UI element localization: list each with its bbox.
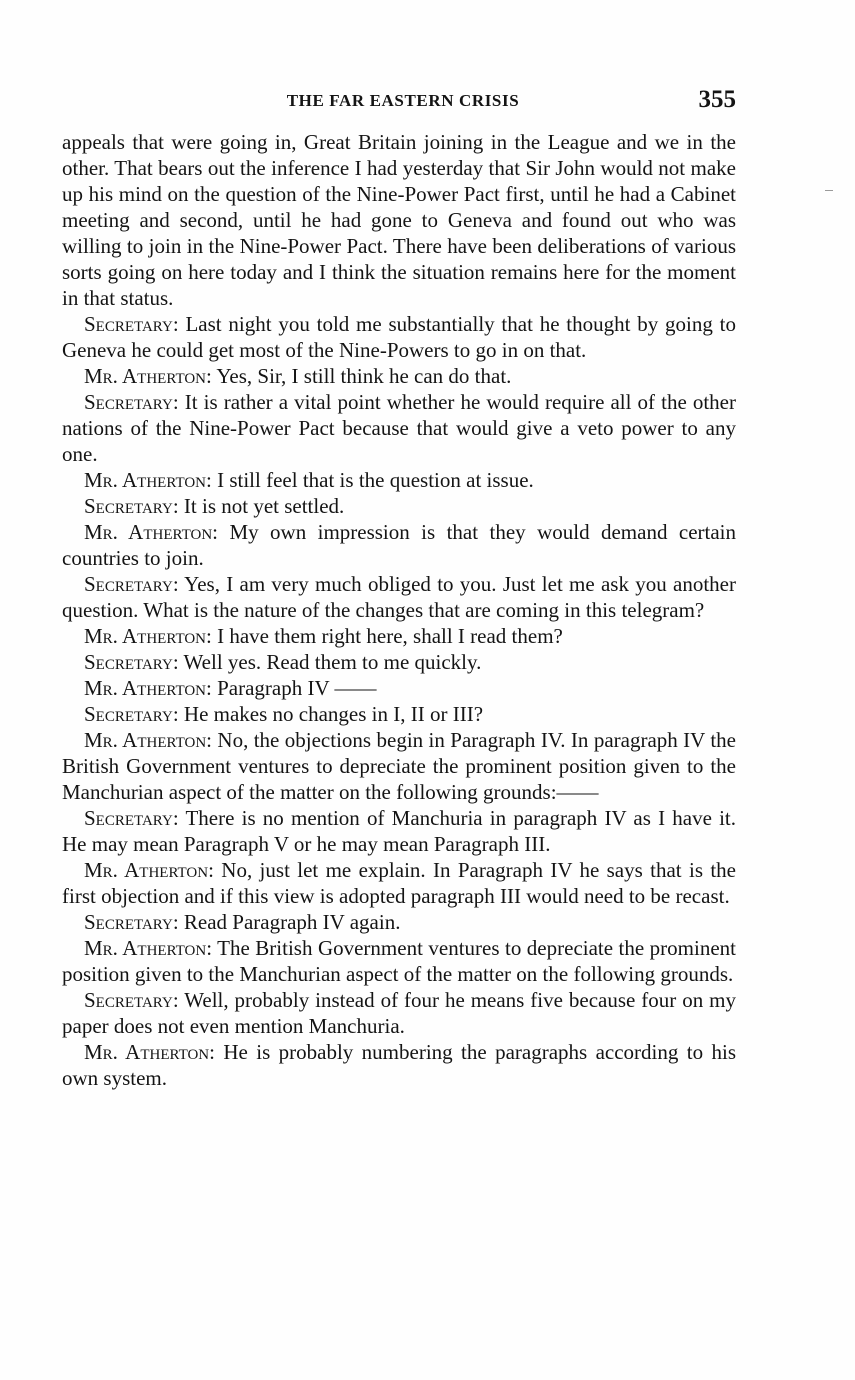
speaker-label: Mr. Atherton:: [84, 624, 212, 648]
dialogue-text: Paragraph IV ——: [217, 676, 377, 700]
speaker-label: Mr. Atherton:: [84, 936, 213, 960]
speaker-label: Secretary:: [84, 312, 179, 336]
dialogue-paragraph: [62, 909, 736, 935]
dialogue-paragraph: [62, 1039, 736, 1091]
dialogue-paragraph: [62, 493, 736, 519]
dialogue-paragraph: [62, 805, 736, 857]
dialogue-paragraph: [62, 389, 736, 467]
dialogue-text: I have them right here, shall I read them?: [217, 624, 563, 648]
dialogue-text: My own impression is that they would demand certain countries to join.: [62, 520, 737, 570]
speaker-label: Secretary:: [84, 494, 179, 518]
speaker-label: Mr. Atherton:: [84, 364, 212, 388]
dialogue-paragraph: [62, 987, 736, 1039]
dialogue-paragraph: [62, 675, 736, 701]
dialogue-paragraph: [62, 935, 736, 987]
dialogue-text: Yes, Sir, I still think he can do that.: [216, 364, 512, 388]
dialogue-text: Well yes. Read them to me quickly.: [183, 650, 482, 674]
dialogue-text: I still feel that is the question at issue.: [217, 468, 534, 492]
stray-mark: [825, 190, 833, 191]
speaker-label: Secretary:: [84, 702, 179, 726]
dialogue-text: No, just let me explain. In Paragraph IV he says that is the first objection and if this view is adopted paragraph III would need to be recast.: [62, 858, 736, 908]
dialogue-paragraph: [62, 649, 736, 675]
speaker-label: Mr. Atherton:: [84, 728, 212, 752]
dialogue-paragraph: [62, 467, 736, 493]
dialogue-paragraph: [62, 363, 736, 389]
dialogue-text: No, the objections begin in Paragraph IV. In paragraph IV the British Government ventures to depreciate the prominent position given to the Manchurian aspect of the matter on the following grounds:——: [62, 728, 737, 804]
speaker-label: Mr. Atherton:: [84, 520, 219, 544]
paragraph-continuation: [62, 129, 736, 311]
dialogue-text: There is no mention of Manchuria in paragraph IV as I have it. He may mean Paragraph V or he may mean Paragraph III.: [62, 806, 737, 856]
dialogue-paragraph: [62, 727, 736, 805]
body-text: [62, 129, 736, 1091]
speaker-label: Mr. Atherton:: [84, 1040, 215, 1064]
dialogue-text: The British Government ventures to depreciate the prominent position given to the Manchurian aspect of the matter on the following grounds.: [62, 936, 736, 986]
speaker-label: Mr. Atherton:: [84, 676, 212, 700]
speaker-label: Secretary:: [84, 910, 179, 934]
dialogue-paragraph: [62, 571, 736, 623]
speaker-label: Secretary:: [84, 390, 179, 414]
dialogue-text: He is probably numbering the paragraphs according to his own system.: [62, 1040, 736, 1090]
dialogue-paragraph: [62, 311, 736, 363]
page-number: 355: [698, 86, 736, 113]
speaker-label: Secretary:: [84, 650, 179, 674]
running-header: [62, 86, 736, 116]
dialogue-text: Last night you told me substantially that he thought by going to Geneva he could get most of the Nine-Powers to go in on that.: [62, 312, 736, 362]
speaker-label: Secretary:: [84, 572, 179, 596]
dialogue-text: Yes, I am very much obliged to you. Just let me ask you another question. What is the nature of the changes that are coming in this telegram?: [62, 572, 736, 622]
speaker-label: Mr. Atherton:: [84, 468, 212, 492]
dialogue-text: It is rather a vital point whether he would require all of the other nations of the Nine-Power Pact because that would give a veto power to any one.: [62, 390, 736, 466]
dialogue-text: He makes no changes in I, II or III?: [183, 702, 484, 726]
dialogue-paragraph: [62, 623, 736, 649]
speaker-label: Secretary:: [84, 988, 179, 1012]
running-title: THE FAR EASTERN CRISIS: [286, 91, 520, 110]
dialogue-text: Read Paragraph IV again.: [183, 910, 401, 934]
speaker-label: Secretary:: [84, 806, 179, 830]
dialogue-paragraph: [62, 857, 736, 909]
paragraph-text: appeals that were going in, Great Britain joining in the League and we in the other. That bears out the inference I had yesterday that Sir John would not make up his mind on the question of the Nine-Power Pact first, until he had a Cabinet meeting and second, until he had gone to Geneva and found out who was willing to join in the Nine-Power Pact. There have been deliberations of various sorts going on here today and I think the situation remains here for the moment in that status.: [62, 130, 736, 310]
dialogue-paragraph: [62, 701, 736, 727]
speaker-label: Mr. Atherton:: [84, 858, 214, 882]
dialogue-text: It is not yet settled.: [183, 494, 345, 518]
dialogue-text: Well, probably instead of four he means five because four on my paper does not even mention Manchuria.: [62, 988, 737, 1038]
dialogue-paragraph: [62, 519, 736, 571]
